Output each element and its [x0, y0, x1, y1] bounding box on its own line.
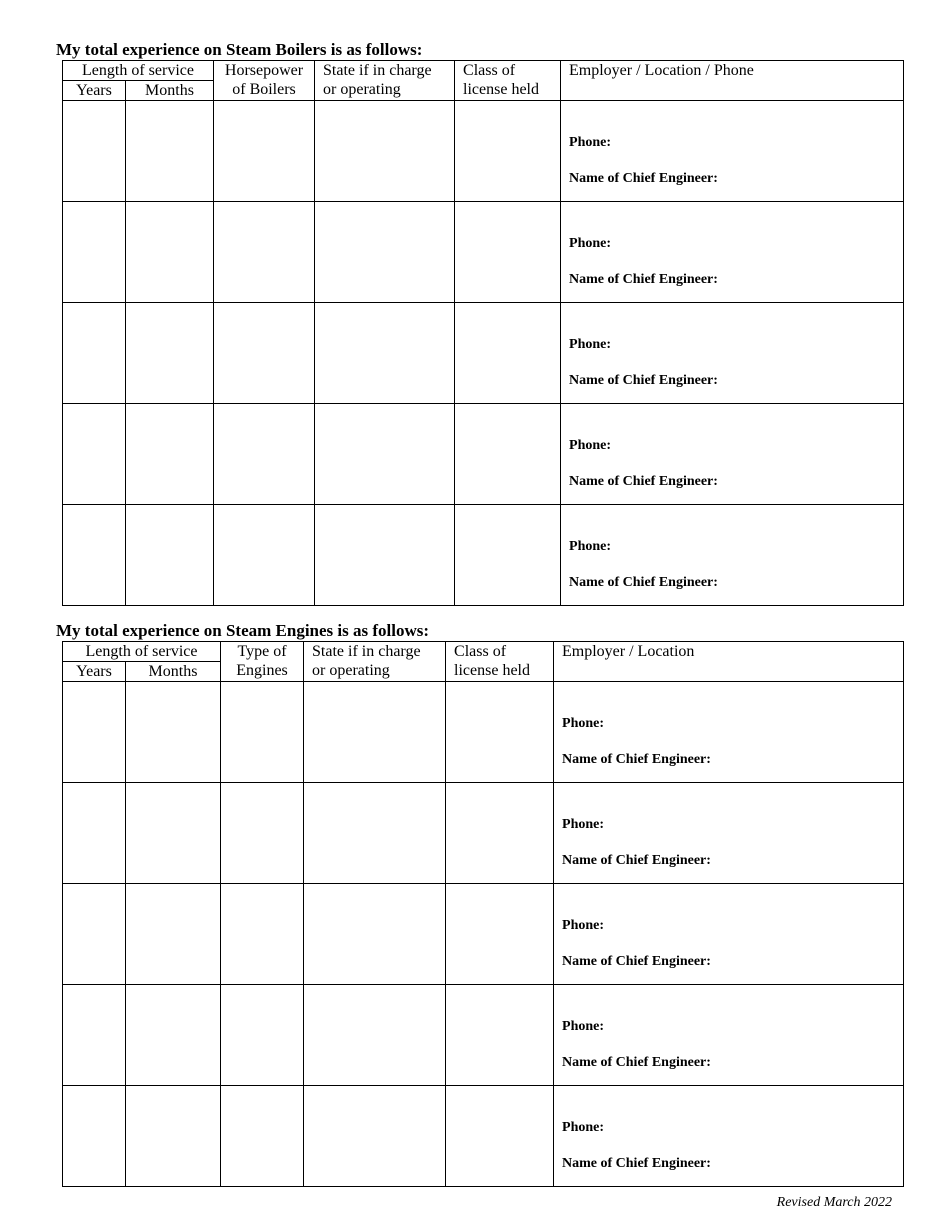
months-cell[interactable]	[126, 1086, 221, 1187]
horsepower-cell[interactable]	[214, 505, 315, 606]
table-row	[63, 303, 904, 404]
class-cell[interactable]	[455, 404, 561, 505]
chief-engineer-label: Name of Chief Engineer:	[562, 752, 711, 767]
phone-label: Phone:	[562, 918, 605, 933]
class-cell[interactable]	[446, 783, 554, 884]
table-row	[63, 1086, 904, 1187]
years-cell[interactable]	[63, 682, 126, 783]
years-cell[interactable]	[63, 404, 126, 505]
header-length-of-service: Length of service	[63, 642, 221, 662]
years-cell[interactable]	[63, 303, 126, 404]
phone-label: Phone:	[562, 1019, 605, 1034]
horsepower-cell[interactable]	[214, 303, 315, 404]
state-cell[interactable]	[304, 884, 446, 985]
engine-type-cell[interactable]	[221, 985, 304, 1086]
engine-type-cell[interactable]	[221, 884, 304, 985]
state-cell[interactable]	[315, 404, 455, 505]
engine-type-cell[interactable]	[221, 783, 304, 884]
header-class-of-license: Class of license held	[455, 61, 561, 101]
years-cell[interactable]	[63, 1086, 126, 1187]
years-cell[interactable]	[63, 101, 126, 202]
class-cell[interactable]	[455, 202, 561, 303]
revision-note: Revised March 2022	[776, 1195, 892, 1210]
chief-engineer-label: Name of Chief Engineer:	[569, 373, 718, 388]
header-state: State if in charge or operating	[315, 61, 455, 101]
phone-label: Phone:	[569, 539, 612, 554]
class-cell[interactable]	[446, 1086, 554, 1187]
chief-engineer-label: Name of Chief Engineer:	[569, 474, 718, 489]
phone-label: Phone:	[569, 438, 612, 453]
header-horsepower: Horsepower of Boilers	[214, 61, 315, 101]
table-row	[63, 101, 904, 202]
state-cell[interactable]	[315, 303, 455, 404]
employer-cell[interactable]	[561, 303, 904, 404]
table-row	[63, 505, 904, 606]
class-cell[interactable]	[455, 303, 561, 404]
header-months: Months	[126, 81, 214, 101]
months-cell[interactable]	[126, 884, 221, 985]
years-cell[interactable]	[63, 884, 126, 985]
months-cell[interactable]	[126, 404, 214, 505]
years-cell[interactable]	[63, 202, 126, 303]
phone-label: Phone:	[562, 1120, 605, 1135]
months-cell[interactable]	[126, 783, 221, 884]
header-type-of-engines: Type of Engines	[221, 642, 304, 682]
header-months: Months	[126, 662, 221, 682]
horsepower-cell[interactable]	[214, 101, 315, 202]
employer-cell[interactable]	[561, 404, 904, 505]
state-cell[interactable]	[315, 101, 455, 202]
phone-label: Phone:	[569, 135, 612, 150]
employer-cell[interactable]	[561, 202, 904, 303]
employer-cell[interactable]	[554, 682, 904, 783]
months-cell[interactable]	[126, 101, 214, 202]
engines-experience-table	[62, 641, 904, 1187]
table-row	[63, 202, 904, 303]
years-cell[interactable]	[63, 783, 126, 884]
header-state: State if in charge or operating	[304, 642, 446, 682]
horsepower-cell[interactable]	[214, 404, 315, 505]
class-cell[interactable]	[446, 682, 554, 783]
phone-label: Phone:	[562, 817, 605, 832]
state-cell[interactable]	[304, 985, 446, 1086]
class-cell[interactable]	[446, 884, 554, 985]
header-class-of-license: Class of license held	[446, 642, 554, 682]
chief-engineer-label: Name of Chief Engineer:	[562, 853, 711, 868]
engine-type-cell[interactable]	[221, 682, 304, 783]
phone-label: Phone:	[569, 337, 612, 352]
header-employer: Employer / Location / Phone	[561, 61, 904, 101]
months-cell[interactable]	[126, 303, 214, 404]
employer-cell[interactable]	[554, 783, 904, 884]
class-cell[interactable]	[455, 505, 561, 606]
boilers-section-title: My total experience on Steam Boilers is as follows:	[56, 40, 423, 59]
boilers-experience-table	[62, 60, 904, 606]
table-row	[63, 884, 904, 985]
chief-engineer-label: Name of Chief Engineer:	[562, 1055, 711, 1070]
table-row	[63, 404, 904, 505]
years-cell[interactable]	[63, 505, 126, 606]
chief-engineer-label: Name of Chief Engineer:	[569, 575, 718, 590]
state-cell[interactable]	[304, 783, 446, 884]
chief-engineer-label: Name of Chief Engineer:	[562, 1156, 711, 1171]
header-employer: Employer / Location	[554, 642, 904, 682]
employer-cell[interactable]	[561, 101, 904, 202]
months-cell[interactable]	[126, 682, 221, 783]
employer-cell[interactable]	[554, 884, 904, 985]
years-cell[interactable]	[63, 985, 126, 1086]
table-row	[63, 783, 904, 884]
chief-engineer-label: Name of Chief Engineer:	[569, 272, 718, 287]
phone-label: Phone:	[562, 716, 605, 731]
chief-engineer-label: Name of Chief Engineer:	[562, 954, 711, 969]
employer-cell[interactable]	[561, 505, 904, 606]
class-cell[interactable]	[455, 101, 561, 202]
state-cell[interactable]	[315, 505, 455, 606]
state-cell[interactable]	[304, 682, 446, 783]
state-cell[interactable]	[304, 1086, 446, 1187]
engine-type-cell[interactable]	[221, 1086, 304, 1187]
class-cell[interactable]	[446, 985, 554, 1086]
header-length-of-service: Length of service	[63, 61, 214, 81]
employer-cell[interactable]	[554, 1086, 904, 1187]
employer-cell[interactable]	[554, 985, 904, 1086]
header-years: Years	[63, 81, 126, 101]
horsepower-cell[interactable]	[214, 202, 315, 303]
phone-label: Phone:	[569, 236, 612, 251]
table-row	[63, 682, 904, 783]
chief-engineer-label: Name of Chief Engineer:	[569, 171, 718, 186]
engines-section-title: My total experience on Steam Engines is as follows:	[56, 621, 430, 640]
state-cell[interactable]	[315, 202, 455, 303]
months-cell[interactable]	[126, 985, 221, 1086]
table-row	[63, 985, 904, 1086]
months-cell[interactable]	[126, 202, 214, 303]
months-cell[interactable]	[126, 505, 214, 606]
header-years: Years	[63, 662, 126, 682]
